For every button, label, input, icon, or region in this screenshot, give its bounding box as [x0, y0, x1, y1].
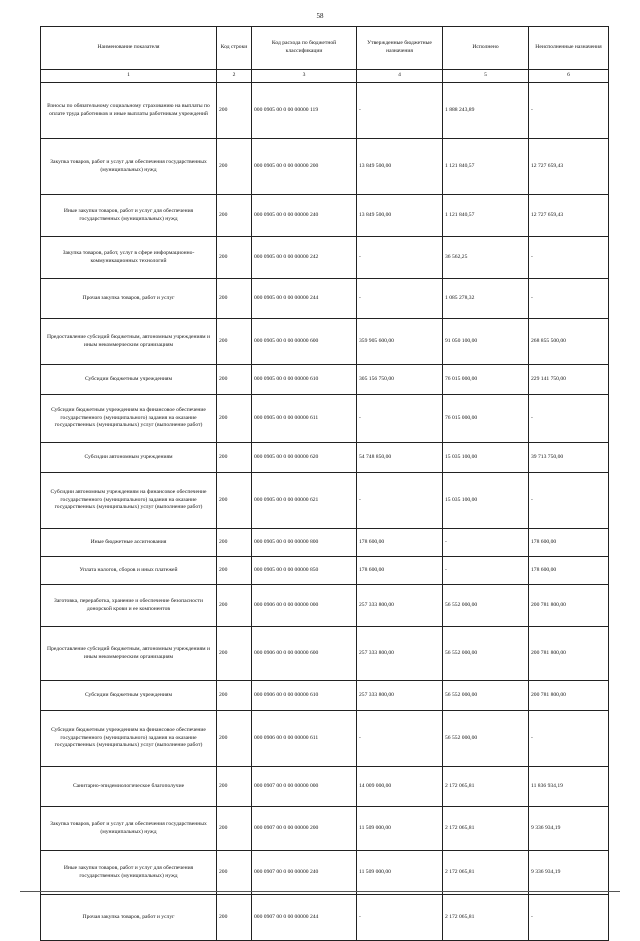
row-approved: 11 509 000,00 [357, 807, 443, 851]
row-approved: 11 509 000,00 [357, 851, 443, 895]
row-code: 200 [217, 851, 252, 895]
table-row [41, 807, 609, 851]
row-code: 200 [217, 237, 252, 279]
row-unexecuted: 12 727 659,43 [529, 139, 609, 195]
row-kbk-code: 000 0906 00 0 00 00000 611 [252, 711, 357, 767]
row-executed: 36 562,25 [443, 237, 529, 279]
column-header: Код расхода по бюджетной классификации [252, 27, 357, 70]
row-kbk-code: 000 0905 00 0 00 00000 240 [252, 195, 357, 237]
row-code: 200 [217, 443, 252, 473]
row-name: Закупка товаров, работ, услуг в сфере информационно-коммуникационных технологий [41, 237, 217, 279]
row-kbk-code: 000 0905 00 0 00 00000 244 [252, 279, 357, 319]
row-executed: 1 085 278,32 [443, 279, 529, 319]
column-number: 4 [357, 70, 443, 83]
row-code: 200 [217, 711, 252, 767]
page-bottom-rule [20, 891, 620, 892]
row-code: 200 [217, 529, 252, 557]
row-approved: 359 905 600,00 [357, 319, 443, 365]
column-header: Код строки [217, 27, 252, 70]
row-kbk-code: 000 0905 00 0 00 00000 200 [252, 139, 357, 195]
column-number: 3 [252, 70, 357, 83]
column-number-row [41, 70, 609, 83]
row-approved: 54 748 850,00 [357, 443, 443, 473]
table-row [41, 627, 609, 681]
row-executed: 1 888 243,89 [443, 83, 529, 139]
column-number: 1 [41, 70, 217, 83]
row-approved: 305 156 750,00 [357, 365, 443, 395]
row-code: 200 [217, 83, 252, 139]
row-name: Предоставление субсидий бюджетным, автономным учреждениям и иным некоммерческим организациям [41, 627, 217, 681]
row-executed: 2 172 065,81 [443, 767, 529, 807]
row-unexecuted: - [529, 237, 609, 279]
row-unexecuted: 200 781 800,00 [529, 627, 609, 681]
row-unexecuted: 9 336 934,19 [529, 851, 609, 895]
row-approved: 14 009 000,00 [357, 767, 443, 807]
row-unexecuted: 200 781 800,00 [529, 681, 609, 711]
table-row [41, 365, 609, 395]
row-code: 200 [217, 319, 252, 365]
budget-execution-table [40, 26, 609, 941]
row-kbk-code: 000 0907 00 0 00 00000 200 [252, 807, 357, 851]
row-unexecuted: - [529, 279, 609, 319]
table-row [41, 895, 609, 941]
row-kbk-code: 000 0906 00 0 00 00000 600 [252, 627, 357, 681]
row-approved: 13 849 500,00 [357, 139, 443, 195]
row-code: 200 [217, 895, 252, 941]
row-unexecuted: 12 727 659,43 [529, 195, 609, 237]
row-executed: 1 121 840,57 [443, 195, 529, 237]
row-name: Уплата налогов, сборов и иных платежей [41, 557, 217, 585]
table-row [41, 237, 609, 279]
table-row [41, 139, 609, 195]
table-row [41, 557, 609, 585]
row-kbk-code: 000 0905 00 0 00 00000 242 [252, 237, 357, 279]
row-name: Субсидии бюджетным учреждениям на финансовое обеспечение государственного (муниципального) задания на оказание государственных (муниципальных) услуг (выполнение работ) [41, 711, 217, 767]
row-kbk-code: 000 0906 00 0 00 00000 610 [252, 681, 357, 711]
table-row [41, 83, 609, 139]
row-name: Предоставление субсидий бюджетным, автономным учреждениям и иным некоммерческим организациям [41, 319, 217, 365]
table-row [41, 319, 609, 365]
row-approved: - [357, 83, 443, 139]
row-name: Субсидии бюджетным учреждениям [41, 681, 217, 711]
row-name: Заготовка, переработка, хранение и обеспечение безопасности донорской крови и ее компонентов [41, 585, 217, 627]
row-code: 200 [217, 627, 252, 681]
row-kbk-code: 000 0905 00 0 00 00000 611 [252, 395, 357, 443]
table-row [41, 395, 609, 443]
row-approved: - [357, 395, 443, 443]
row-code: 200 [217, 557, 252, 585]
row-executed: 76 015 000,00 [443, 395, 529, 443]
row-code: 200 [217, 365, 252, 395]
row-unexecuted: - [529, 395, 609, 443]
row-code: 200 [217, 767, 252, 807]
row-name: Прочая закупка товаров, работ и услуг [41, 895, 217, 941]
row-executed: 56 552 000,00 [443, 627, 529, 681]
row-name: Взносы по обязательному социальному страхованию на выплаты по оплате труда работников и иные выплаты работникам учреждений [41, 83, 217, 139]
table-row [41, 851, 609, 895]
row-approved: 178 600,00 [357, 529, 443, 557]
column-number: 6 [529, 70, 609, 83]
row-kbk-code: 000 0905 00 0 00 00000 621 [252, 473, 357, 529]
row-unexecuted: 200 781 800,00 [529, 585, 609, 627]
row-kbk-code: 000 0905 00 0 00 00000 610 [252, 365, 357, 395]
row-executed: 15 035 100,00 [443, 443, 529, 473]
row-name: Субсидии бюджетным учреждениям [41, 365, 217, 395]
row-code: 200 [217, 473, 252, 529]
row-unexecuted: - [529, 711, 609, 767]
row-unexecuted: - [529, 473, 609, 529]
row-executed: 2 172 065,81 [443, 807, 529, 851]
row-executed: 91 050 100,00 [443, 319, 529, 365]
row-name: Субсидии автономным учреждениям [41, 443, 217, 473]
page-number: 58 [316, 12, 324, 20]
table-row [41, 443, 609, 473]
row-unexecuted: 178 600,00 [529, 557, 609, 585]
row-executed: 76 015 000,00 [443, 365, 529, 395]
column-number: 5 [443, 70, 529, 83]
row-approved: - [357, 237, 443, 279]
row-code: 200 [217, 139, 252, 195]
table-row [41, 473, 609, 529]
row-unexecuted: - [529, 83, 609, 139]
row-unexecuted: 39 713 750,00 [529, 443, 609, 473]
row-name: Закупка товаров, работ и услуг для обеспечения государственных (муниципальных) нужд [41, 807, 217, 851]
row-name: Закупка товаров, работ и услуг для обеспечения государственных (муниципальных) нужд [41, 139, 217, 195]
row-kbk-code: 000 0907 00 0 00 00000 244 [252, 895, 357, 941]
column-header: Неисполненные назначения [529, 27, 609, 70]
row-executed: 56 552 000,00 [443, 681, 529, 711]
column-header: Утвержденные бюджетные назначения [357, 27, 443, 70]
row-approved: - [357, 279, 443, 319]
row-approved: - [357, 473, 443, 529]
row-executed: - [443, 557, 529, 585]
table-body [41, 83, 609, 941]
row-executed: 15 035 100,00 [443, 473, 529, 529]
row-name: Санитарно-эпидемиологическое благополучие [41, 767, 217, 807]
column-number: 2 [217, 70, 252, 83]
table-row [41, 585, 609, 627]
table-row [41, 681, 609, 711]
row-kbk-code: 000 0905 00 0 00 00000 620 [252, 443, 357, 473]
row-approved: 257 333 800,00 [357, 627, 443, 681]
table-header-row [41, 27, 609, 70]
row-code: 200 [217, 195, 252, 237]
row-executed: - [443, 529, 529, 557]
row-executed: 1 121 840,57 [443, 139, 529, 195]
row-kbk-code: 000 0905 00 0 00 00000 850 [252, 557, 357, 585]
column-header: Исполнено [443, 27, 529, 70]
table-row [41, 529, 609, 557]
row-approved: 178 600,00 [357, 557, 443, 585]
row-approved: - [357, 895, 443, 941]
table-row [41, 711, 609, 767]
row-code: 200 [217, 279, 252, 319]
row-approved: 257 333 800,00 [357, 681, 443, 711]
table-row [41, 279, 609, 319]
row-kbk-code: 000 0905 00 0 00 00000 119 [252, 83, 357, 139]
row-executed: 2 172 065,81 [443, 895, 529, 941]
row-name: Иные закупки товаров, работ и услуг для обеспечения государственных (муниципальных) нужд [41, 195, 217, 237]
row-unexecuted: 229 141 750,00 [529, 365, 609, 395]
column-header: Наименование показателя [41, 27, 217, 70]
row-executed: 56 552 000,00 [443, 585, 529, 627]
row-name: Прочая закупка товаров, работ и услуг [41, 279, 217, 319]
row-unexecuted: 9 336 934,19 [529, 807, 609, 851]
row-kbk-code: 000 0905 00 0 00 00000 600 [252, 319, 357, 365]
table-row [41, 767, 609, 807]
row-executed: 2 172 065,81 [443, 851, 529, 895]
row-unexecuted: 178 600,00 [529, 529, 609, 557]
row-executed: 56 552 000,00 [443, 711, 529, 767]
row-kbk-code: 000 0905 00 0 00 00000 800 [252, 529, 357, 557]
row-code: 200 [217, 395, 252, 443]
table-row [41, 195, 609, 237]
row-name: Иные закупки товаров, работ и услуг для обеспечения государственных (муниципальных) нужд [41, 851, 217, 895]
row-unexecuted: 11 836 934,19 [529, 767, 609, 807]
row-approved: 13 849 500,00 [357, 195, 443, 237]
row-unexecuted: - [529, 895, 609, 941]
row-approved: 257 333 800,00 [357, 585, 443, 627]
row-code: 200 [217, 681, 252, 711]
row-kbk-code: 000 0907 00 0 00 00000 240 [252, 851, 357, 895]
row-name: Иные бюджетные ассигнования [41, 529, 217, 557]
row-code: 200 [217, 807, 252, 851]
row-kbk-code: 000 0906 00 0 00 00000 000 [252, 585, 357, 627]
row-kbk-code: 000 0907 00 0 00 00000 000 [252, 767, 357, 807]
row-approved: - [357, 711, 443, 767]
row-name: Субсидии бюджетным учреждениям на финансовое обеспечение государственного (муниципального) задания на оказание государственных (муниципальных) услуг (выполнение работ) [41, 395, 217, 443]
row-name: Субсидии автономным учреждениям на финансовое обеспечение государственного (муниципального) задания на оказание государственных (муниципальных) услуг (выполнение работ) [41, 473, 217, 529]
row-unexecuted: 268 855 500,00 [529, 319, 609, 365]
row-code: 200 [217, 585, 252, 627]
